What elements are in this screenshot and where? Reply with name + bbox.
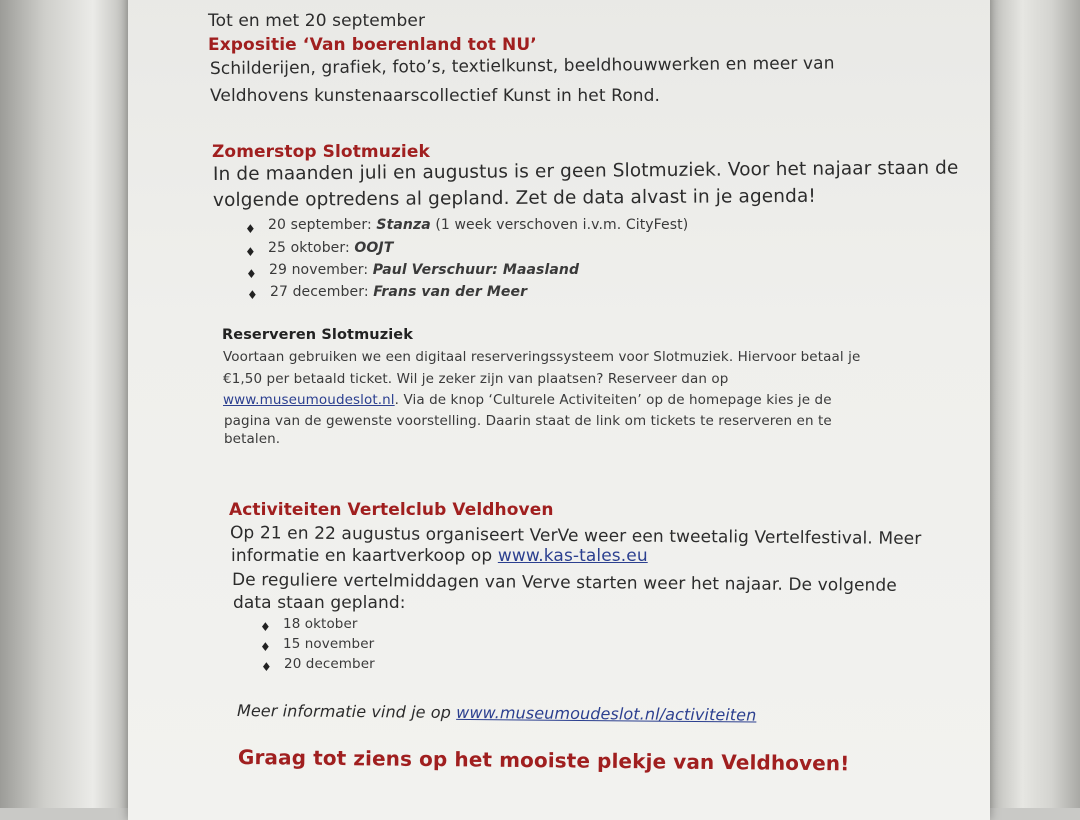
concert-artist: Stanza [376,217,431,233]
vertel-date: 18 oktober [283,616,358,632]
kas-tales-link[interactable]: www.kas-tales.eu [497,546,648,566]
zomerstop-title: Zomerstop Slotmuziek [212,142,430,162]
vertelclub-text-line4: data staan gepland: [233,593,406,613]
vertel-date: 15 november [283,636,375,652]
concert-item [270,284,527,300]
concert-artist: Frans van der Meer [373,284,528,300]
zomerstop-text-line1: In de maanden juli en augustus is er geen Slotmuziek. Voor het najaar staan de [212,157,959,185]
vertelclub-title: Activiteiten Vertelclub Veldhoven [229,500,554,520]
reserveren-text-line3 [223,392,832,408]
concert-artist: Paul Verschuur: Maasland [372,262,580,278]
bullet-icon: ♦ [261,660,272,674]
concert-date: 27 december: [270,284,369,300]
zomerstop-text-line2: volgende optredens al gepland. Zet de data alvast in je agenda! [212,185,816,211]
vertelclub-text-line2-pre: informatie en kaartverkoop op [231,546,498,566]
concert-artist: OOJT [354,240,394,256]
reserveren-text-line3-rest: . Via de knop ‘Culturele Activiteiten’ op de homepage kies je de [394,392,832,408]
reserveren-title: Reserveren Slotmuziek [222,327,413,343]
bullet-icon: ♦ [245,245,256,259]
bullet-icon: ♦ [260,620,271,634]
reserveren-text-line4: pagina van de gewenste voorstelling. Daarin staat de link om tickets te reserveren en te [224,413,832,429]
concert-date: 29 november: [269,262,369,278]
reserveren-text-line1: Voortaan gebruiken we een digitaal reserveringssysteem voor Slotmuziek. Hiervoor betaal je [223,349,861,365]
vertelclub-text-line2 [231,546,648,566]
activiteiten-link[interactable]: www.museumoudeslot.nl/activiteiten [456,702,757,725]
concert-note: (1 week verschoven i.v.m. CityFest) [435,217,689,233]
expo-date: Tot en met 20 september [208,11,426,31]
bullet-icon: ♦ [245,222,256,236]
concert-date: 20 september: [268,217,372,233]
vertelclub-text-line1: Op 21 en 22 augustus organiseert VerVe weer een tweetalig Vertelfestival. Meer [229,523,922,550]
reserveren-text-line2: €1,50 per betaald ticket. Wil je zeker zijn van plaatsen? Reserveer dan op [223,371,729,387]
concert-item [269,262,579,278]
closing-message: Graag tot ziens op het mooiste plekje van Veldhoven! [237,745,850,776]
vertelclub-text-line3: De reguliere vertelmiddagen van Verve starten weer het najaar. De volgende [231,570,897,596]
notice-paper [128,0,990,820]
museum-link[interactable]: www.museumoudeslot.nl [223,392,395,408]
concert-item [268,240,393,256]
meer-info-text: Meer informatie vind je op [236,701,457,722]
expo-text-line1: Schilderijen, grafiek, foto’s, textielkunst, beeldhouwwerken en meer van [209,53,835,79]
reserveren-text-line5: betalen. [224,431,281,447]
expo-title: Expositie ‘Van boerenland tot NU’ [208,35,537,55]
concert-item [268,217,688,233]
expo-text-line2: Veldhovens kunstenaarscollectief Kunst in het Rond. [210,86,661,106]
vertel-date: 20 december [284,656,375,672]
concert-date: 25 oktober: [268,240,350,256]
bullet-icon: ♦ [260,640,271,654]
bullet-icon: ♦ [247,288,258,302]
bullet-icon: ♦ [246,267,257,281]
